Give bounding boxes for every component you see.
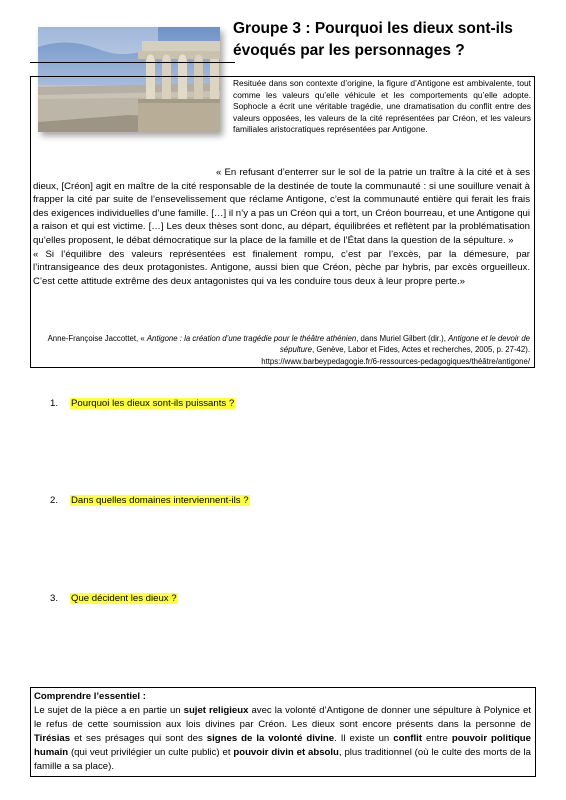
essentiel-t4: . Il existe un [334, 732, 394, 744]
essentiel-b5: pouvoir politique humain [34, 732, 531, 758]
intro-paragraph: Resituée dans son contexte d’origine, la figure d’Antigone est ambivalente, tout comme les valeurs qu’elle véhicule et les comportements qu’elle adopte. Sophocle a écrit une véritable tragédie, une dramatisation du conflit entre des valeurs opposées, les valeurs de la cité représentées par Créon, et les valeurs familiales aristocratiques représentées par Antigone. [233, 78, 531, 135]
question-3-text: Que décident les dieux ? [71, 593, 177, 604]
essentiel-text [34, 690, 531, 773]
question-3-number: 3. [50, 593, 59, 604]
citation-tail: , Genève, Labor et Fides, Actes et recherches, 2005, p. 27-42). [311, 345, 530, 355]
citation-work: Antigone : la création d’une tragédie pour le théâtre athénien [146, 334, 357, 343]
essentiel-b1: sujet religieux [183, 704, 249, 716]
citation [33, 333, 530, 367]
question-1-text: Pourquoi les dieux sont-ils puissants ? [71, 398, 235, 409]
divider-line [30, 62, 235, 63]
essentiel-b3: signes de la volonté divine [206, 732, 335, 744]
quote-block [33, 166, 530, 288]
question-2 [50, 495, 250, 506]
essentiel-t2: avec la volonté d’Antigone de donner une sépulture à Polynice et le refus de cette soumission aux lois divines par Créon. Les dieux sont encore présents dans la personne de [34, 704, 531, 730]
citation-url: https://www.barbeypedagogie.fr/6-ressources-pedagogiques/théâtre/antigone/ [261, 356, 530, 366]
essentiel-t1: Le sujet de la pièce a en partie un [34, 704, 184, 716]
quote-paragraph-1: « En refusant d’enterrer sur le sol de la patrie un traître à la cité et à ses dieux, [Créon] agit en maître de la cité responsable de la destinée de toute la communauté : si une souillure venait à frapper la cité par suite de l’ensevelissement que réclame Antigone, c’est la communauté entière qui ferait les frais des exigences individuelles d’une famille. […] il n’y a pas un Créon qui a tort, un Créon bourreau, et une Antigone qui a raison et qui est victime. […] Les deux thèses sont donc, au départ, équilibrées et reflètent par la problématisation qu’elles proposent, le débat démocratique sur la place de la famille et de l’État dans la question de la sépulture. » [33, 167, 530, 246]
question-2-text: Dans quelles domaines interviennent-ils ? [71, 495, 249, 506]
page-title [233, 18, 553, 62]
essentiel-b2: Tirésias [34, 732, 71, 744]
citation-author: Anne-Françoise Jaccottet, « [47, 334, 147, 343]
question-3 [50, 593, 178, 604]
essentiel-title: Comprendre l’essentiel : [34, 691, 146, 702]
title-line-2: évoqués par les personnages ? [233, 42, 465, 59]
citation-book: Antigone et le devoir de sépulture [279, 334, 530, 355]
essentiel-t6: (qui veut privilégier un culte public) et [68, 746, 234, 758]
question-1 [50, 398, 235, 409]
essentiel-t5: entre [422, 732, 452, 744]
essentiel-t3: et ses présages qui sont des [70, 732, 207, 744]
essentiel-b4: conflit [393, 732, 423, 744]
essentiel-b6: pouvoir divin et absolu [233, 746, 339, 758]
citation-mid: , dans Muriel Gilbert (dir.), [356, 334, 449, 343]
title-line-1: Groupe 3 : Pourquoi les dieux sont-ils [233, 20, 513, 37]
essentiel-t7: , plus traditionnel (où le culte des morts de la famille a sa place). [34, 746, 531, 772]
question-1-number: 1. [50, 398, 59, 409]
question-2-number: 2. [50, 495, 59, 506]
quote-paragraph-2: « Si l’équilibre des valeurs représentées est finalement rompu, c’est par l’excès, par la démesure, par l’intransigeance des deux protagonistes. Antigone, aussi bien que Créon, pèche par hybris, par excès orgueilleux. C’est cette attitude extrême des deux antagonistes qui va les conduire tous deux à leur propre perte.» [33, 248, 530, 287]
